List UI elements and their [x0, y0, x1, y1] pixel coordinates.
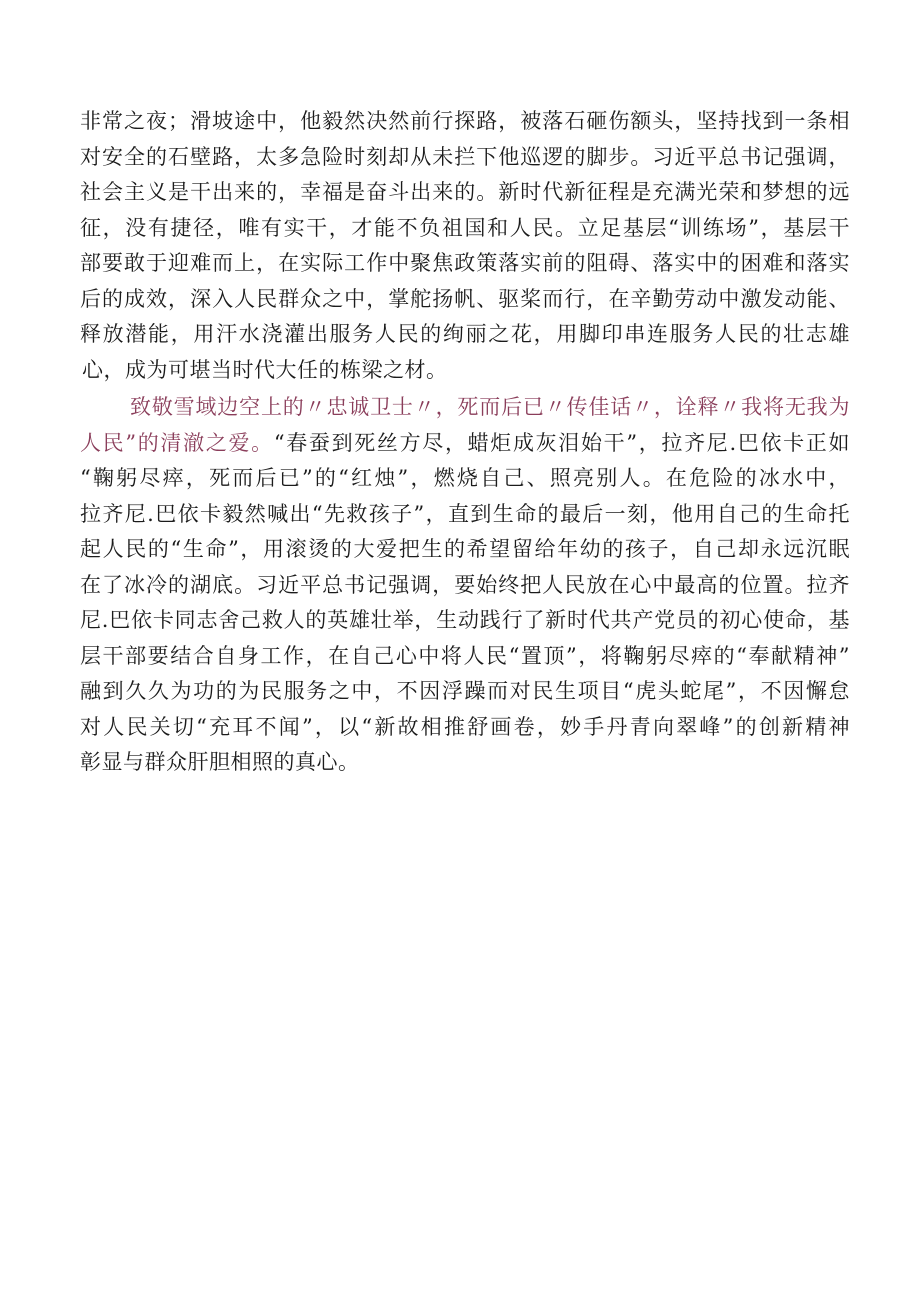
paragraph-line: 社会主义是干出来的，幸福是奋斗出来的。新时代新征程是充满光荣和梦想的远: [80, 180, 850, 204]
document-body: [80, 104, 850, 781]
paragraph-line: 融到久久为功的为民服务之中，不因浮躁而对民生项目“虎头蛇尾”，不因懈怠: [80, 679, 850, 703]
paragraph-line: 对安全的石壁路，太多急险时刻却从未拦下他巡逻的脚步。习近平总书记强调，: [80, 144, 850, 169]
paragraph-1: [80, 104, 850, 388]
paragraph-line: 起人民的“生命”，用滚烫的大爱把生的希望留给年幼的孩子，自己却永远沉眠: [80, 537, 850, 561]
paragraph-line: 释放潜能，用汗水浇灌出服务人民的绚丽之花，用脚印串连服务人民的壮志雄: [80, 322, 850, 346]
paragraph-line: [80, 426, 850, 462]
paragraph-line: 对人民关切“充耳不闻”，以“新故相推舒画卷，妙手丹青向翠峰”的创新精神: [80, 714, 850, 739]
paragraph-2: [80, 390, 850, 781]
paragraph-line: 在了冰冷的湖底。习近平总书记强调，要始终把人民放在心中最高的位置。拉齐: [80, 572, 850, 597]
paragraph-line: 后的成效，深入人民群众之中，掌舵扬帆、驱桨而行，在辛勤劳动中激发动能、: [80, 286, 850, 311]
paragraph-line: 拉齐尼.巴依卡毅然喊出“先救孩子”，直到生命的最后一刻，他用自己的生命托: [80, 501, 850, 526]
paragraph-line: “鞠躬尽瘁，死而后已”的“红烛”，燃烧自己、照亮别人。在危险的冰水中，: [80, 466, 850, 490]
paragraph-line: 征，没有捷径，唯有实干，才能不负祖国和人民。立足基层“训练场”，基层干: [80, 215, 850, 240]
paragraph-heading-text: 人民”的清澈之爱。: [80, 430, 274, 455]
paragraph-heading-line: 致敬雪域边空上的〃忠诚卫士〃，死而后已〃传佳话〃，诠释〃我将无我为: [130, 395, 850, 419]
paragraph-line: 部要敢于迎难而上，在实际工作中聚焦政策落实前的阻碍、落实中的困难和落实: [80, 251, 850, 275]
paragraph-line: 彰显与群众肝胆相照的真心。: [80, 750, 360, 774]
paragraph-line: 心，成为可堪当时代大任的栋梁之材。: [82, 357, 448, 382]
paragraph-line: 尼.巴依卡同志舍己救人的英雄壮举，生动践行了新时代共产党员的初心使命，基: [80, 608, 850, 632]
paragraph-line: 非常之夜；滑坡途中，他毅然决然前行探路，被落石砸伤额头，坚持找到一条相: [80, 109, 850, 133]
paragraph-body-text: “春蚕到死丝方尽，蜡炬成灰泪始干”，拉齐尼.巴依卡正如: [273, 430, 850, 455]
paragraph-line: 层干部要结合自身工作，在自己心中将人民“置顶”，将鞠躬尽瘁的“奉献精神”: [80, 643, 850, 668]
